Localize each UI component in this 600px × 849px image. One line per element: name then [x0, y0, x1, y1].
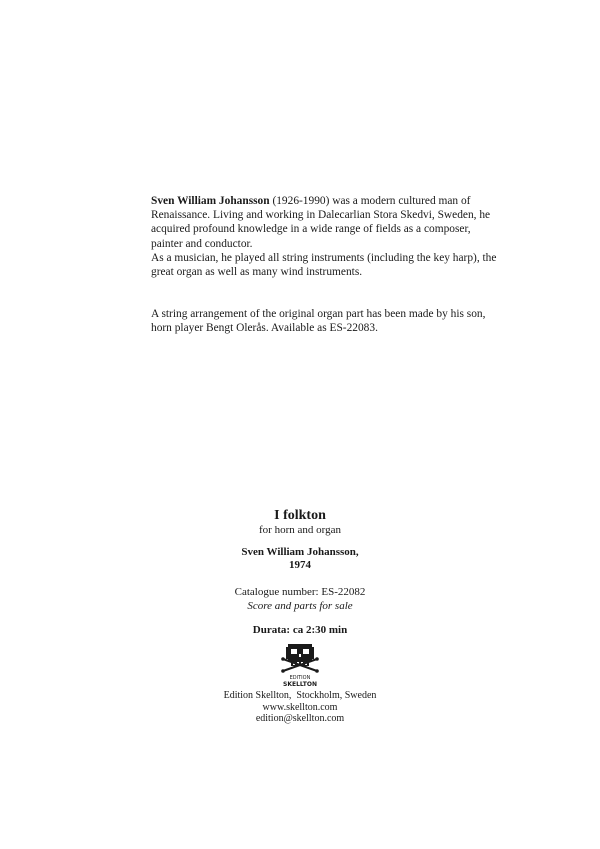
- logo-skellton-text: SKELLTON: [283, 681, 317, 688]
- publisher-email: edition@skellton.com: [255, 713, 345, 724]
- publisher-website: www.skellton.com: [262, 701, 338, 713]
- publisher-address: Edition Skellton, Stockholm, Sweden: [223, 690, 377, 701]
- skull-crossbones-icon: [279, 642, 321, 688]
- bio-text: (1926-1990) was a modern cultured man of Renaissance. Living and working in Dalecarlian Stora Skedvi, Sweden, he acquired profound knowledge in a wide range of fields as a composer, painter and conductor.: [151, 195, 491, 250]
- work-subtitle: for horn and organ: [259, 524, 341, 536]
- logo-edition-text: EDITION: [289, 675, 311, 681]
- publisher-contact: [0, 690, 600, 725]
- composition-year: 1974: [289, 559, 311, 571]
- catalogue-number: Catalogue number: ES-22082: [234, 586, 366, 598]
- composer-line: Sven William Johansson,: [241, 546, 359, 558]
- bio-text-musician: As a musician, he played all string instruments (including the key harp), the great organ as well as many wind instruments.: [151, 251, 497, 279]
- composer-name: Sven William Johansson: [151, 195, 270, 207]
- work-title: I folkton: [274, 508, 326, 523]
- sale-info: Score and parts for sale: [247, 600, 353, 612]
- bio-paragraph-1: [151, 194, 501, 279]
- durata: Durata: ca 2:30 min: [252, 624, 348, 636]
- work-composer: [0, 546, 600, 572]
- bio-paragraph-2: A string arrangement of the original organ part has been made by his son, horn player Bengt Olerås. Available as ES-22083.: [151, 308, 486, 335]
- composer-biography: [151, 194, 501, 336]
